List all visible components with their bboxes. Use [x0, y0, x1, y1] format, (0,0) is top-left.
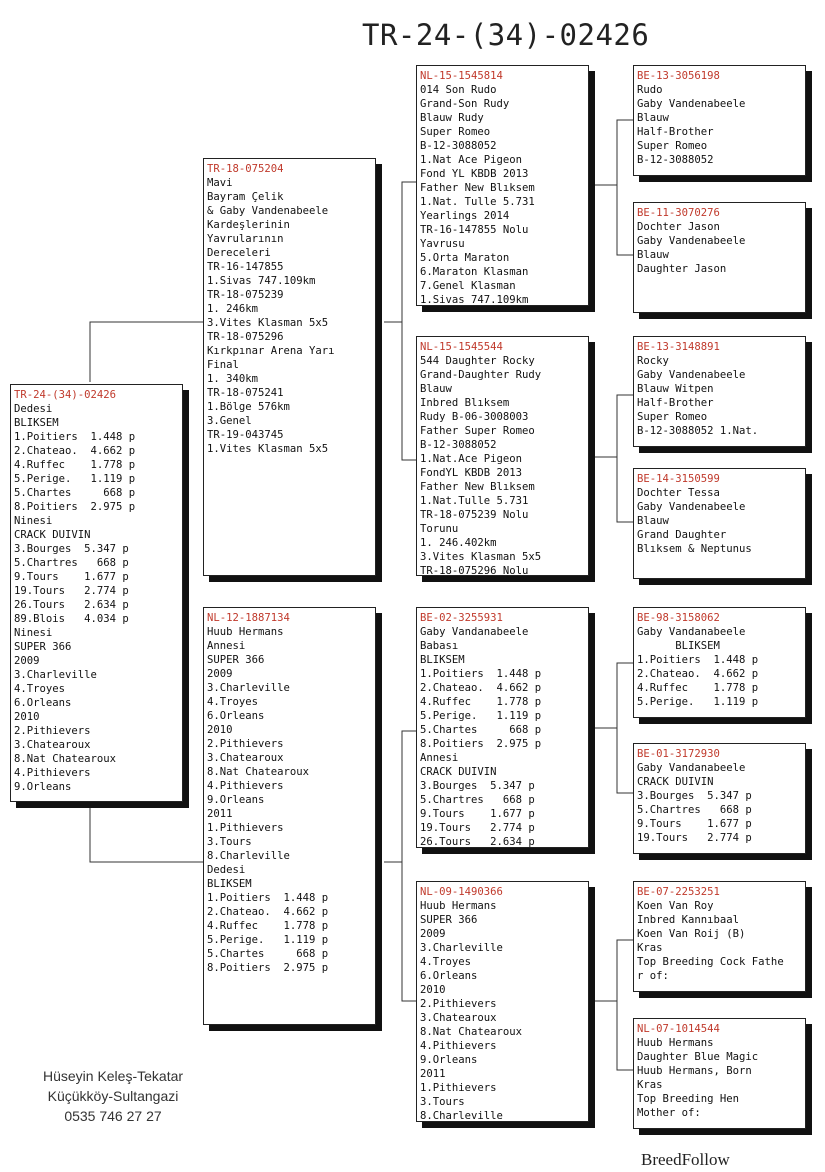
card-line: Daughter Blue Magic: [637, 1051, 759, 1063]
card-line: 3.Tours: [207, 836, 252, 848]
card-line: SUPER 366: [420, 914, 478, 926]
ring-number: BE-02-3255931: [420, 612, 503, 624]
card-sire-sire-sire: [633, 65, 806, 176]
card-line: Huub Hermans: [207, 626, 284, 638]
card-line: TR-19-043745: [207, 429, 284, 441]
card-line: Mother of:: [637, 1107, 701, 1119]
ring-number: NL-15-1545544: [420, 341, 503, 353]
card-line: Torunu: [420, 523, 459, 535]
card-line: Inbred Kannıbaal: [637, 914, 740, 926]
card-line: Annesi: [207, 640, 246, 652]
card-line: 5.Chartes 668 p: [207, 948, 329, 960]
card-line: 1. 246km: [207, 303, 259, 315]
card-line: 6.Orleans: [420, 970, 478, 982]
card-line: TR-18-075296 Nolu: [420, 565, 529, 576]
card-line: 8.Poitiers 2.975 p: [207, 962, 329, 974]
card-line: 2.Chateao. 4.662 p: [637, 668, 759, 680]
card-line: CRACK DUIVIN: [14, 529, 91, 541]
card-line: 2.Chateao. 4.662 p: [420, 682, 542, 694]
card-line: Top Breeding Hen: [637, 1093, 740, 1105]
card-line: Gaby Vandenabeele: [637, 369, 746, 381]
card-line: 3.Charleville: [14, 669, 97, 681]
ring-number: TR-24-(34)-02426: [14, 389, 117, 401]
card-sire-dam-sire: [633, 336, 806, 447]
card-line: 3.Vites Klasman 5x5: [420, 551, 542, 563]
card-line: Yearlings 2014: [420, 210, 510, 222]
card-line: 1.Poitiers 1.448 p: [420, 668, 542, 680]
card-line: Gaby Vandenabeele: [637, 235, 746, 247]
card-line: 3.Bourges 5.347 p: [14, 543, 129, 555]
card-line: 5.Chartes 668 p: [14, 487, 136, 499]
card-line: 9.Tours 1.677 p: [637, 818, 752, 830]
card-line: B-12-3088052: [637, 154, 714, 166]
card-line: B-12-3088052: [420, 439, 497, 451]
card-line: SUPER 366: [207, 654, 265, 666]
card-line: 9.Tours 1.677 p: [420, 808, 535, 820]
breeder-name: Hüseyin Keleş-Tekatar: [42, 1068, 184, 1084]
card-line: 1.Sivas 747.109km: [420, 294, 529, 306]
ring-number: BE-07-2253251: [637, 886, 720, 898]
card-line: Gaby Vandenabeele: [637, 98, 746, 110]
card-line: 4.Troyes: [420, 956, 472, 968]
card-line: BLIKSEM: [420, 654, 465, 666]
card-line: 6.Maraton Klasman: [420, 266, 529, 278]
card-line: Blauw Witpen: [637, 383, 714, 395]
card-line: Dereceleri: [207, 247, 271, 259]
breeder-location: Küçükköy-Sultangazi: [47, 1088, 179, 1104]
card-line: 1.Nat Ace Pigeon: [420, 154, 523, 166]
card-line: 4.Ruffec 1.778 p: [207, 920, 329, 932]
ring-number: NL-09-1490366: [420, 886, 503, 898]
card-line: Koen Van Roij (B): [637, 928, 746, 940]
card-line: TR-16-147855 Nolu: [420, 224, 529, 236]
card-line: 5.Perige. 1.119 p: [637, 696, 759, 708]
card-line: 1.Bölge 576km: [207, 401, 290, 413]
card-line: SUPER 366: [14, 641, 72, 653]
card-line: 8.Poitiers 2.975 p: [420, 738, 542, 750]
ring-number: TR-18-075204: [207, 163, 284, 175]
card-line: 2010: [14, 711, 40, 723]
card-line: 1.Nat.Tulle 5.731: [420, 495, 529, 507]
card-line: 3.Genel: [207, 415, 252, 427]
card-line: Blauw: [637, 249, 669, 261]
card-line: Annesi: [420, 752, 459, 764]
pedigree-title: TR-24-(34)-02426: [362, 18, 650, 52]
ring-number: BE-14-3150599: [637, 473, 720, 485]
card-line: Super Romeo: [637, 140, 708, 152]
card-line: Yavrusu: [420, 238, 465, 250]
card-line: 19.Tours 2.774 p: [637, 832, 752, 844]
card-line: CRACK DUIVIN: [420, 766, 497, 778]
card-line: 9.Orleans: [420, 1054, 478, 1066]
card-line: 2009: [420, 928, 446, 940]
card-line: 89.Blois 4.034 p: [14, 613, 129, 625]
card-line: 5.Chartres 668 p: [420, 794, 535, 806]
card-line: 3.Chatearoux: [207, 752, 284, 764]
card-line: 8.Nat Chatearoux: [14, 753, 117, 765]
card-line: 8.Nat Chatearoux: [207, 766, 310, 778]
card-line: BLIKSEM: [207, 878, 252, 890]
card-line: 4.Troyes: [14, 683, 66, 695]
card-line: Gaby Vandanabeele: [637, 762, 746, 774]
card-line: Kras: [637, 942, 663, 954]
card-dam-dam-dam: [633, 1018, 806, 1129]
card-line: 2.Pithievers: [420, 998, 497, 1010]
card-line: 2011: [420, 1068, 446, 1080]
card-line: Yavrularının: [207, 233, 284, 245]
card-line: 3.Bourges 5.347 p: [637, 790, 752, 802]
card-line: 544 Daughter Rocky: [420, 355, 535, 367]
card-line: 5.Chartres 668 p: [14, 557, 129, 569]
card-line: 2010: [207, 724, 233, 736]
card-line: 19.Tours 2.774 p: [420, 822, 535, 834]
card-line: Super Romeo: [637, 411, 708, 423]
card-sire-sire-dam: [633, 202, 806, 313]
brand-watermark: BreedFollow: [641, 1150, 730, 1169]
card-line: Kardeşlerinin: [207, 219, 290, 231]
card-line: 1.Vites Klasman 5x5: [207, 443, 329, 455]
card-line: 2009: [14, 655, 40, 667]
card-line: 4.Ruffec 1.778 p: [420, 696, 542, 708]
ring-number: BE-11-3070276: [637, 207, 720, 219]
breeder-contact: [28, 1066, 198, 1126]
card-line: 8.Charleville: [207, 850, 290, 862]
card-line: Bayram Çelik: [207, 191, 284, 203]
card-line: & Gaby Vandenabeele: [207, 205, 329, 217]
card-line: 9.Orleans: [14, 781, 72, 793]
card-line: 8.Charleville: [420, 1110, 503, 1122]
card-dam-dam: [416, 881, 589, 1122]
card-line: Daughter Jason: [637, 263, 727, 275]
card-line: 26.Tours 2.634 p: [14, 599, 129, 611]
card-line: 4.Pithievers: [420, 1040, 497, 1052]
card-line: Ninesi: [14, 515, 53, 527]
card-line: 4.Ruffec 1.778 p: [637, 682, 759, 694]
card-line: 2011: [207, 808, 233, 820]
card-sire: [203, 158, 376, 576]
card-line: Mavi: [207, 177, 233, 189]
card-line: Half-Brother: [637, 126, 714, 138]
card-line: TR-18-075239 Nolu: [420, 509, 529, 521]
card-line: 5.Chartes 668 p: [420, 724, 542, 736]
card-line: Final: [207, 359, 239, 371]
card-line: Top Breeding Cock Fathe: [637, 956, 784, 968]
card-line: 7.Genel Klasman: [420, 280, 516, 292]
card-line: Half-Brother: [637, 397, 714, 409]
card-line: 5.Perige. 1.119 p: [207, 934, 329, 946]
card-line: 2.Pithievers: [207, 738, 284, 750]
card-line: 3.Bourges 5.347 p: [420, 780, 535, 792]
card-line: 1.Sivas 747.109km: [207, 275, 316, 287]
card-line: 1.Poitiers 1.448 p: [14, 431, 136, 443]
card-line: Rudy B-06-3008003: [420, 411, 529, 423]
breeder-phone: 0535 746 27 27: [64, 1108, 162, 1124]
card-line: TR-18-075239: [207, 289, 284, 301]
ring-number: BE-01-3172930: [637, 748, 720, 760]
card-line: 4.Troyes: [207, 696, 259, 708]
card-line: 2.Chateao. 4.662 p: [14, 445, 136, 457]
card-line: Father New Blıksem: [420, 182, 535, 194]
card-line: Gaby Vandanabeele: [637, 626, 746, 638]
card-line: Rudo: [637, 84, 663, 96]
card-line: 8.Nat Chatearoux: [420, 1026, 523, 1038]
card-dam-sire-sire: [633, 607, 806, 718]
card-line: 1. 246.402km: [420, 537, 497, 549]
card-line: B-12-3088052 1.Nat.: [637, 425, 759, 437]
card-line: Grand-Son Rudy: [420, 98, 510, 110]
card-line: 6.Orleans: [207, 710, 265, 722]
card-line: 1.Poitiers 1.448 p: [207, 892, 329, 904]
card-line: Blıksem & Neptunus: [637, 543, 752, 555]
card-line: Dochter Tessa: [637, 487, 720, 499]
card-line: BLIKSEM: [637, 640, 720, 652]
card-line: TR-16-147855: [207, 261, 284, 273]
ring-number: BE-13-3148891: [637, 341, 720, 353]
card-line: 6.Orleans: [14, 697, 72, 709]
card-line: 1.Poitiers 1.448 p: [637, 654, 759, 666]
card-line: 9.Orleans: [207, 794, 265, 806]
card-line: Grand Daughter: [637, 529, 727, 541]
card-line: Dedesi: [207, 864, 246, 876]
card-dam: [203, 607, 376, 1025]
card-line: Father Super Romeo: [420, 425, 535, 437]
card-line: Koen Van Roy: [637, 900, 714, 912]
card-line: Dedesi: [14, 403, 53, 415]
card-line: 2.Chateao. 4.662 p: [207, 906, 329, 918]
card-sire-dam: [416, 336, 589, 576]
card-line: Huub Hermans, Born: [637, 1065, 752, 1077]
card-line: Blauw: [420, 383, 452, 395]
card-line: 3.Tours: [420, 1096, 465, 1108]
ring-number: BE-13-3056198: [637, 70, 720, 82]
card-subject: [10, 384, 183, 802]
card-line: TR-18-075296: [207, 331, 284, 343]
card-line: Kırkpınar Arena Yarı: [207, 345, 335, 357]
card-dam-sire: [416, 607, 589, 848]
card-line: 1.Nat.Ace Pigeon: [420, 453, 523, 465]
card-line: 4.Pithievers: [207, 780, 284, 792]
card-line: 3.Charleville: [420, 942, 503, 954]
card-line: Rocky: [637, 355, 669, 367]
card-line: Father New Blıksem: [420, 481, 535, 493]
ring-number: NL-12-1887134: [207, 612, 290, 624]
card-line: Gaby Vandanabeele: [420, 626, 529, 638]
card-line: 2.Pithievers: [14, 725, 91, 737]
card-line: Gaby Vandenabeele: [637, 501, 746, 513]
card-dam-dam-sire: [633, 881, 806, 992]
card-dam-sire-dam: [633, 743, 806, 854]
card-line: Inbred Blıksem: [420, 397, 510, 409]
card-line: 3.Chatearoux: [14, 739, 91, 751]
ring-number: NL-07-1014544: [637, 1023, 720, 1035]
card-line: 19.Tours 2.774 p: [14, 585, 129, 597]
card-line: 4.Ruffec 1.778 p: [14, 459, 136, 471]
card-line: Grand-Daughter Rudy: [420, 369, 542, 381]
card-line: CRACK DUIVIN: [637, 776, 714, 788]
card-sire-dam-dam: [633, 468, 806, 579]
card-line: 2009: [207, 668, 233, 680]
card-line: BLIKSEM: [14, 417, 59, 429]
card-line: 1.Pithievers: [420, 1082, 497, 1094]
card-line: Blauw: [637, 112, 669, 124]
card-line: Huub Hermans: [637, 1037, 714, 1049]
card-line: r of:: [637, 970, 669, 982]
card-line: 1. 340km: [207, 373, 259, 385]
ring-number: BE-98-3158062: [637, 612, 720, 624]
card-line: 1.Nat. Tulle 5.731: [420, 196, 535, 208]
card-line: TR-18-075241: [207, 387, 284, 399]
card-line: 5.Orta Maraton: [420, 252, 510, 264]
card-line: Babası: [420, 640, 459, 652]
card-line: 1.Pithievers: [207, 822, 284, 834]
card-line: 3.Chatearoux: [420, 1012, 497, 1024]
card-line: Kras: [637, 1079, 663, 1091]
card-line: 3.Charleville: [207, 682, 290, 694]
card-sire-sire: [416, 65, 589, 306]
card-line: Ninesi: [14, 627, 53, 639]
card-line: 8.Poitiers 2.975 p: [14, 501, 136, 513]
card-line: FondYL KBDB 2013: [420, 467, 523, 479]
card-line: 5.Chartres 668 p: [637, 804, 752, 816]
card-line: Blauw Rudy: [420, 112, 484, 124]
card-line: Fond YL KBDB 2013: [420, 168, 529, 180]
card-line: Huub Hermans: [420, 900, 497, 912]
card-line: Dochter Jason: [637, 221, 720, 233]
card-line: Blauw: [637, 515, 669, 527]
ring-number: NL-15-1545814: [420, 70, 503, 82]
card-line: Super Romeo: [420, 126, 491, 138]
card-line: 014 Son Rudo: [420, 84, 497, 96]
card-line: 26.Tours 2.634 p: [420, 836, 535, 848]
card-line: 4.Pithievers: [14, 767, 91, 779]
card-line: 9.Tours 1.677 p: [14, 571, 129, 583]
card-line: 2010: [420, 984, 446, 996]
card-line: 5.Perige. 1.119 p: [14, 473, 136, 485]
card-line: 3.Vites Klasman 5x5: [207, 317, 329, 329]
card-line: 5.Perige. 1.119 p: [420, 710, 542, 722]
card-line: B-12-3088052: [420, 140, 497, 152]
